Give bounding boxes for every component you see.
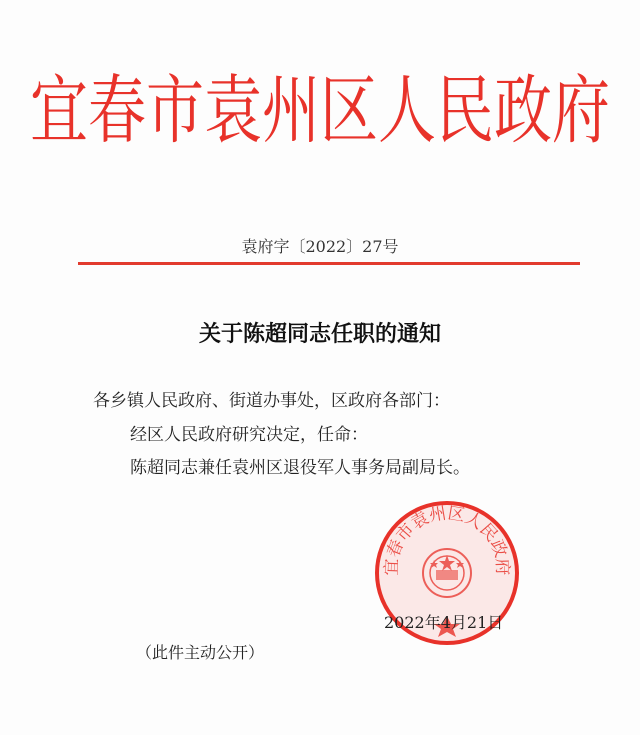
- national-emblem-icon: [423, 549, 471, 597]
- issuing-authority-header: 宜春市袁州区人民政府: [29, 66, 610, 154]
- red-divider-line: [78, 262, 580, 265]
- seal-text: 宜春市袁州区人民政府: [381, 503, 513, 576]
- body-paragraph: 陈超同志兼任袁州区退役军人事务局副局长。: [130, 458, 470, 478]
- issue-date: 2022年4月21日: [384, 613, 504, 632]
- disclosure-note: （此件主动公开）: [136, 643, 265, 662]
- document-title: 关于陈超同志任职的通知: [198, 322, 441, 347]
- body-paragraph: 经区人民政府研究决定，任命：: [130, 425, 368, 445]
- addressee-line: 各乡镇人民政府、街道办事处，区政府各部门：: [93, 391, 450, 411]
- document-number: 袁府字〔2022〕27号: [241, 237, 399, 256]
